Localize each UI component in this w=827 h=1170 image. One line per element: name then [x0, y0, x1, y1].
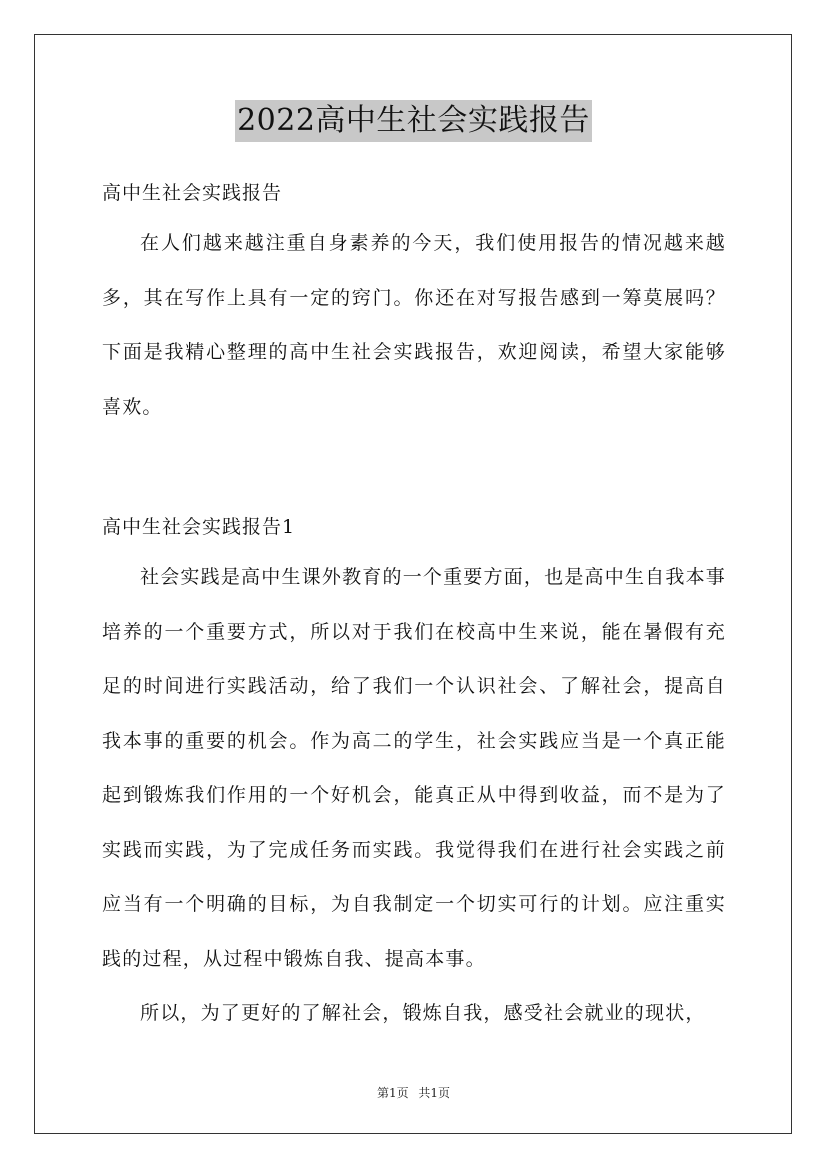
page-footer [0, 1084, 827, 1101]
spacer [102, 434, 726, 492]
page-number: 第1页 [376, 1086, 409, 1100]
intro-heading: 高中生社会实践报告 [102, 182, 283, 204]
section-heading: 高中生社会实践报告1 [102, 516, 296, 538]
title-container [0, 100, 827, 142]
section-paragraph: 社会实践是高中生课外教育的一个重要方面，也是高中生自我本事培养的一个重要方式，所以对于我们在校高中生来说，能在暑假有充足的时间进行实践活动，给了我们一个认识社会、了解社会，提高自我本事的重要的机会。作为高二的学生，社会实践应当是一个真正能起到锻炼我们作用的一个好机会，能真正从中得到收益，而不是为了实践而实践，为了完成任务而实践。我觉得我们在进行社会实践之前应当有一个明确的目标，为自我制定一个切实可行的计划。应注重实践的过程，从过程中锻炼自我、提高本事。 [102, 566, 726, 970]
section-paragraph-continued: 所以，为了更好的了解社会，锻炼自我，感受社会就业的现状， [140, 1002, 706, 1024]
page-total: 共1页 [418, 1086, 451, 1100]
intro-paragraph: 在人们越来越注重自身素养的今天，我们使用报告的情况越来越多，其在写作上具有一定的窍门。你还在对写报告感到一筹莫展吗？下面是我精心整理的高中生社会实践报告，欢迎阅读，希望大家能够喜欢。 [102, 232, 726, 418]
document-title: 2022高中生社会实践报告 [235, 100, 592, 142]
document-body [102, 170, 726, 1041]
